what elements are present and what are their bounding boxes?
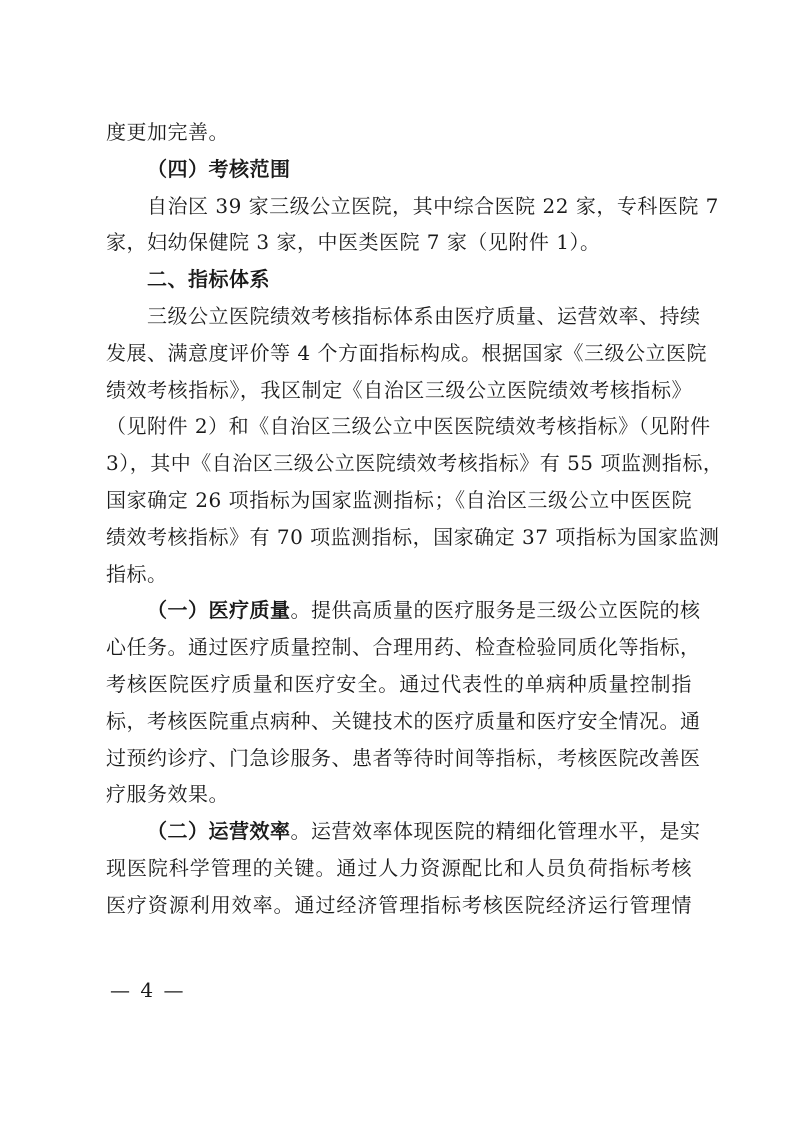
paragraph-line xyxy=(106,372,692,409)
paragraph-line xyxy=(106,776,692,813)
line-text: 指标。 xyxy=(106,561,168,586)
line-text: 发展、满意度评价等 4 个方面指标构成。根据国家《三级公立医院 xyxy=(106,340,707,365)
line-text: 考核医院医疗质量和医疗安全。通过代表性的单病种质量控制指 xyxy=(106,671,692,696)
paragraph-line xyxy=(106,482,692,519)
paragraph-line xyxy=(106,224,692,261)
paragraph-line xyxy=(106,887,692,924)
paragraph-line xyxy=(106,666,692,703)
section-heading-indicators xyxy=(106,261,692,298)
line-text: 国家确定 26 项指标为国家监测指标；《自治区三级公立中医医院 xyxy=(106,487,692,512)
section-heading-scope xyxy=(106,151,692,188)
paragraph-line xyxy=(106,114,692,151)
paragraph-line xyxy=(106,703,701,740)
paragraph-line xyxy=(106,298,701,335)
line-text: 绩效考核指标》，我区制定《自治区三级公立医院绩效考核指标》 xyxy=(106,377,692,402)
paragraph-line xyxy=(106,519,720,556)
line-text: 疗服务效果。 xyxy=(106,782,229,807)
heading-text: （四）考核范围 xyxy=(147,156,291,181)
paragraph-line xyxy=(106,740,701,777)
paragraph-line xyxy=(106,592,701,629)
subheading-medical-quality: （一）医疗质量 xyxy=(147,598,291,623)
subheading-operational-efficiency: （二）运营效率 xyxy=(147,819,291,844)
line-text: 过预约诊疗、门急诊服务、患者等待时间等指标，考核医院改善医 xyxy=(106,745,701,770)
line-text: 三级公立医院绩效考核指标体系由医疗质量、运营效率、持续 xyxy=(147,303,701,328)
body-text xyxy=(106,114,724,924)
line-text: 绩效考核指标》有 70 项监测指标，国家确定 37 项指标为国家监测 xyxy=(106,524,720,549)
page-number: — 4 — xyxy=(110,978,186,1002)
line-text: 心任务。通过医疗质量控制、合理用药、检查检验同质化等指标， xyxy=(106,635,701,660)
paragraph-line xyxy=(106,850,692,887)
heading-text: 二、指标体系 xyxy=(147,267,270,292)
paragraph-line xyxy=(106,188,719,225)
line-text: 。提供高质量的医疗服务是三级公立医院的核 xyxy=(290,598,701,623)
paragraph-line xyxy=(106,813,701,850)
line-text: 现医院科学管理的关键。通过人力资源配比和人员负荷指标考核 xyxy=(106,855,692,880)
paragraph-line xyxy=(106,445,724,482)
line-text: 。运营效率体现医院的精细化管理水平，是实 xyxy=(290,819,701,844)
paragraph-line xyxy=(106,408,711,445)
line-text: （见附件 2）和《自治区三级公立中医医院绩效考核指标》（见附件 xyxy=(106,414,711,439)
paragraph-line xyxy=(106,335,707,372)
line-text: 医疗资源利用效率。通过经济管理指标考核医院经济运行管理情 xyxy=(106,892,692,917)
line-text: 标，考核医院重点病种、关键技术的医疗质量和医疗安全情况。通 xyxy=(106,708,701,733)
line-text: 度更加完善。 xyxy=(106,120,229,144)
line-text: 3），其中《自治区三级公立医院绩效考核指标》有 55 项监测指标， xyxy=(106,451,724,476)
paragraph-line xyxy=(106,629,701,666)
line-text: 家，妇幼保健院 3 家，中医类医院 7 家（见附件 1）。 xyxy=(106,230,601,255)
paragraph-line xyxy=(106,556,692,593)
line-text: 自治区 39 家三级公立医院，其中综合医院 22 家，专科医院 7 xyxy=(147,193,719,218)
